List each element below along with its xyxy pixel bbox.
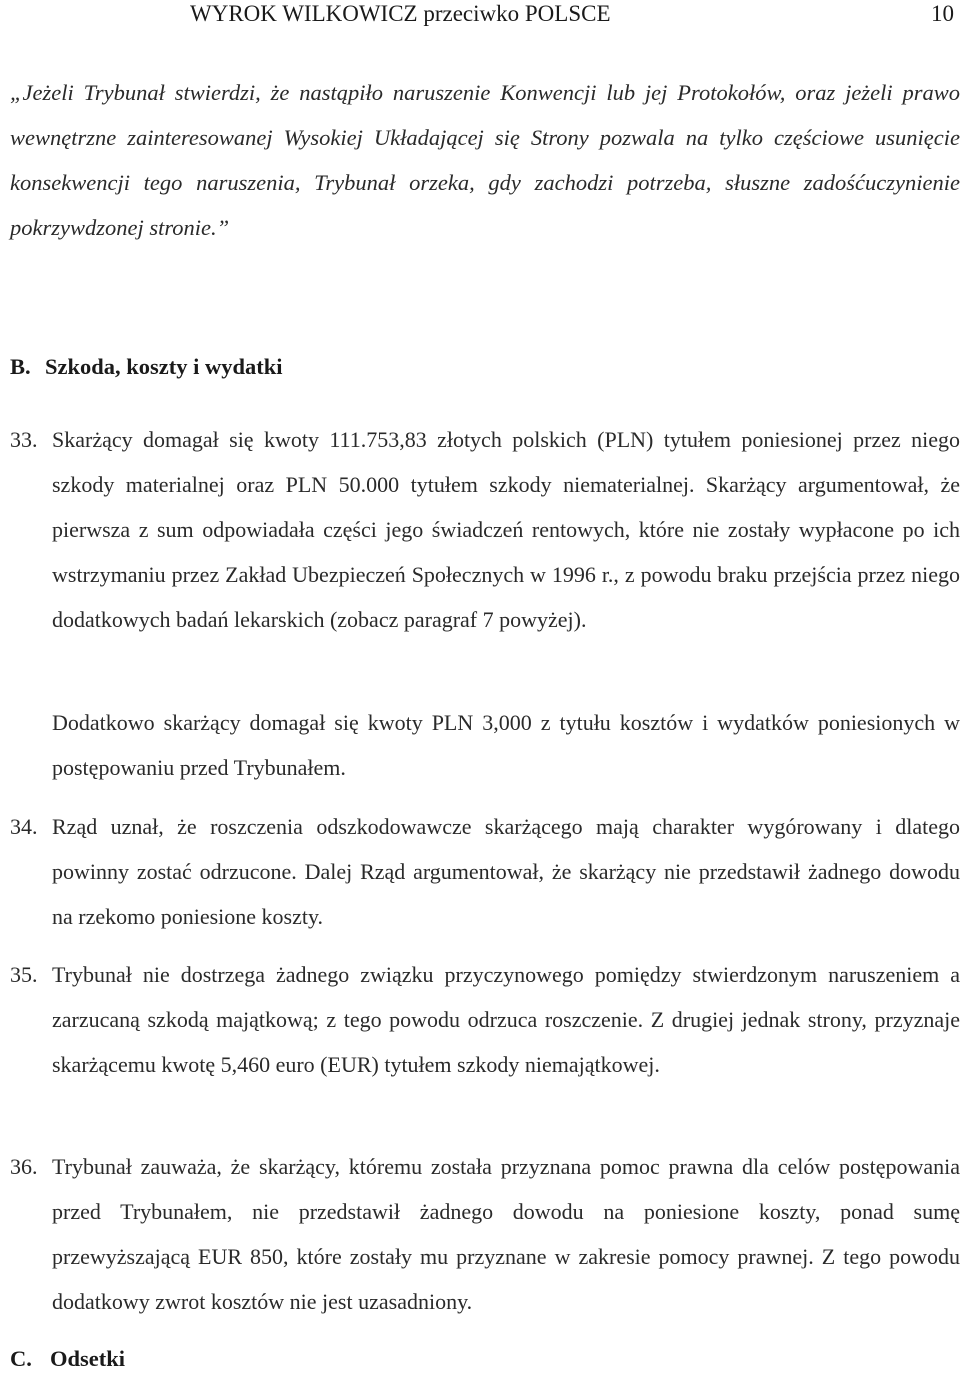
section-title: Odsetki [50,1346,126,1371]
section-letter: C. [10,1346,32,1371]
paragraph-text: Skarżący domagał się kwoty 111.753,83 złotych polskich (PLN) tytułem poniesionej przez niego szkody materialnej oraz PLN 50.000 tytułem szkody niematerialnej. Skarżący argumentował, że pierwsza z sum odpowiadała części jego świadczeń rentowych, które nie zostały wypłacone po ich wstrzymaniu przez Zakład Ubezpieczeń Społecznych w 1996 r., z powodu braku przejścia przez niego dodatkowych badań lekarskich (zobacz paragraf 7 powyżej). [52,427,960,632]
paragraph-33 [10,417,960,642]
paragraph-number: 34. [10,814,38,839]
paragraph-33-continuation [52,700,960,790]
section-title: Szkoda, koszty i wydatki [45,354,283,379]
paragraph-number: 36. [10,1154,38,1179]
section-letter: B. [10,354,31,379]
document-title: WYROK WILKOWICZ przeciwko POLSCE [190,1,611,26]
paragraph-number: 33. [10,427,38,452]
page-header [190,0,960,32]
section-heading-c [10,1344,125,1374]
paragraph-number: 35. [10,962,38,987]
paragraph-34 [10,804,960,939]
paragraph-35 [10,952,960,1087]
quoted-article-text: „Jeżeli Trybunał stwierdzi, że nastąpiło naruszenie Konwencji lub jej Protokołów, oraz jeżeli prawo wewnętrzne zainteresowanej Wysokiej Układającej się Strony pozwala na tylko częściowe usunięcie konsekwencji tego naruszenia, Trybunał orzeka, gdy zachodzi potrzeba, słuszne zadośćuczynienie pokrzywdzonej stronie.” [10,80,960,240]
paragraph-text: Rząd uznał, że roszczenia odszkodowawcze skarżącego mają charakter wygórowany i dlatego powinny zostać odrzucone. Dalej Rząd argumentował, że skarżący nie przedstawił żadnego dowodu na rzekomo poniesione koszty. [52,814,960,929]
paragraph-36 [10,1144,960,1324]
page-number: 10 [931,1,954,26]
paragraph-text: Trybunał zauważa, że skarżący, któremu została przyznana pomoc prawna dla celów postępowania przed Trybunałem, nie przedstawił żadnego dowodu na poniesione koszty, ponad sumę przewyższającą EUR 850, które zostały mu przyznane w zakresie pomocy prawnej. Z tego powodu dodatkowy zwrot kosztów nie jest uzasadniony. [52,1154,960,1314]
paragraph-text: Trybunał nie dostrzega żadnego związku przyczynowego pomiędzy stwierdzonym naruszeniem a zarzucaną szkodą majątkową; z tego powodu odrzuca roszczenie. Z drugiej jednak strony, przyznaje skarżącemu kwotę 5,460 euro (EUR) tytułem szkody niemajątkowej. [52,962,960,1077]
paragraph-text: Dodatkowo skarżący domagał się kwoty PLN 3,000 z tytułu kosztów i wydatków poniesionych w postępowaniu przed Trybunałem. [52,710,960,780]
section-heading-b [10,352,283,382]
